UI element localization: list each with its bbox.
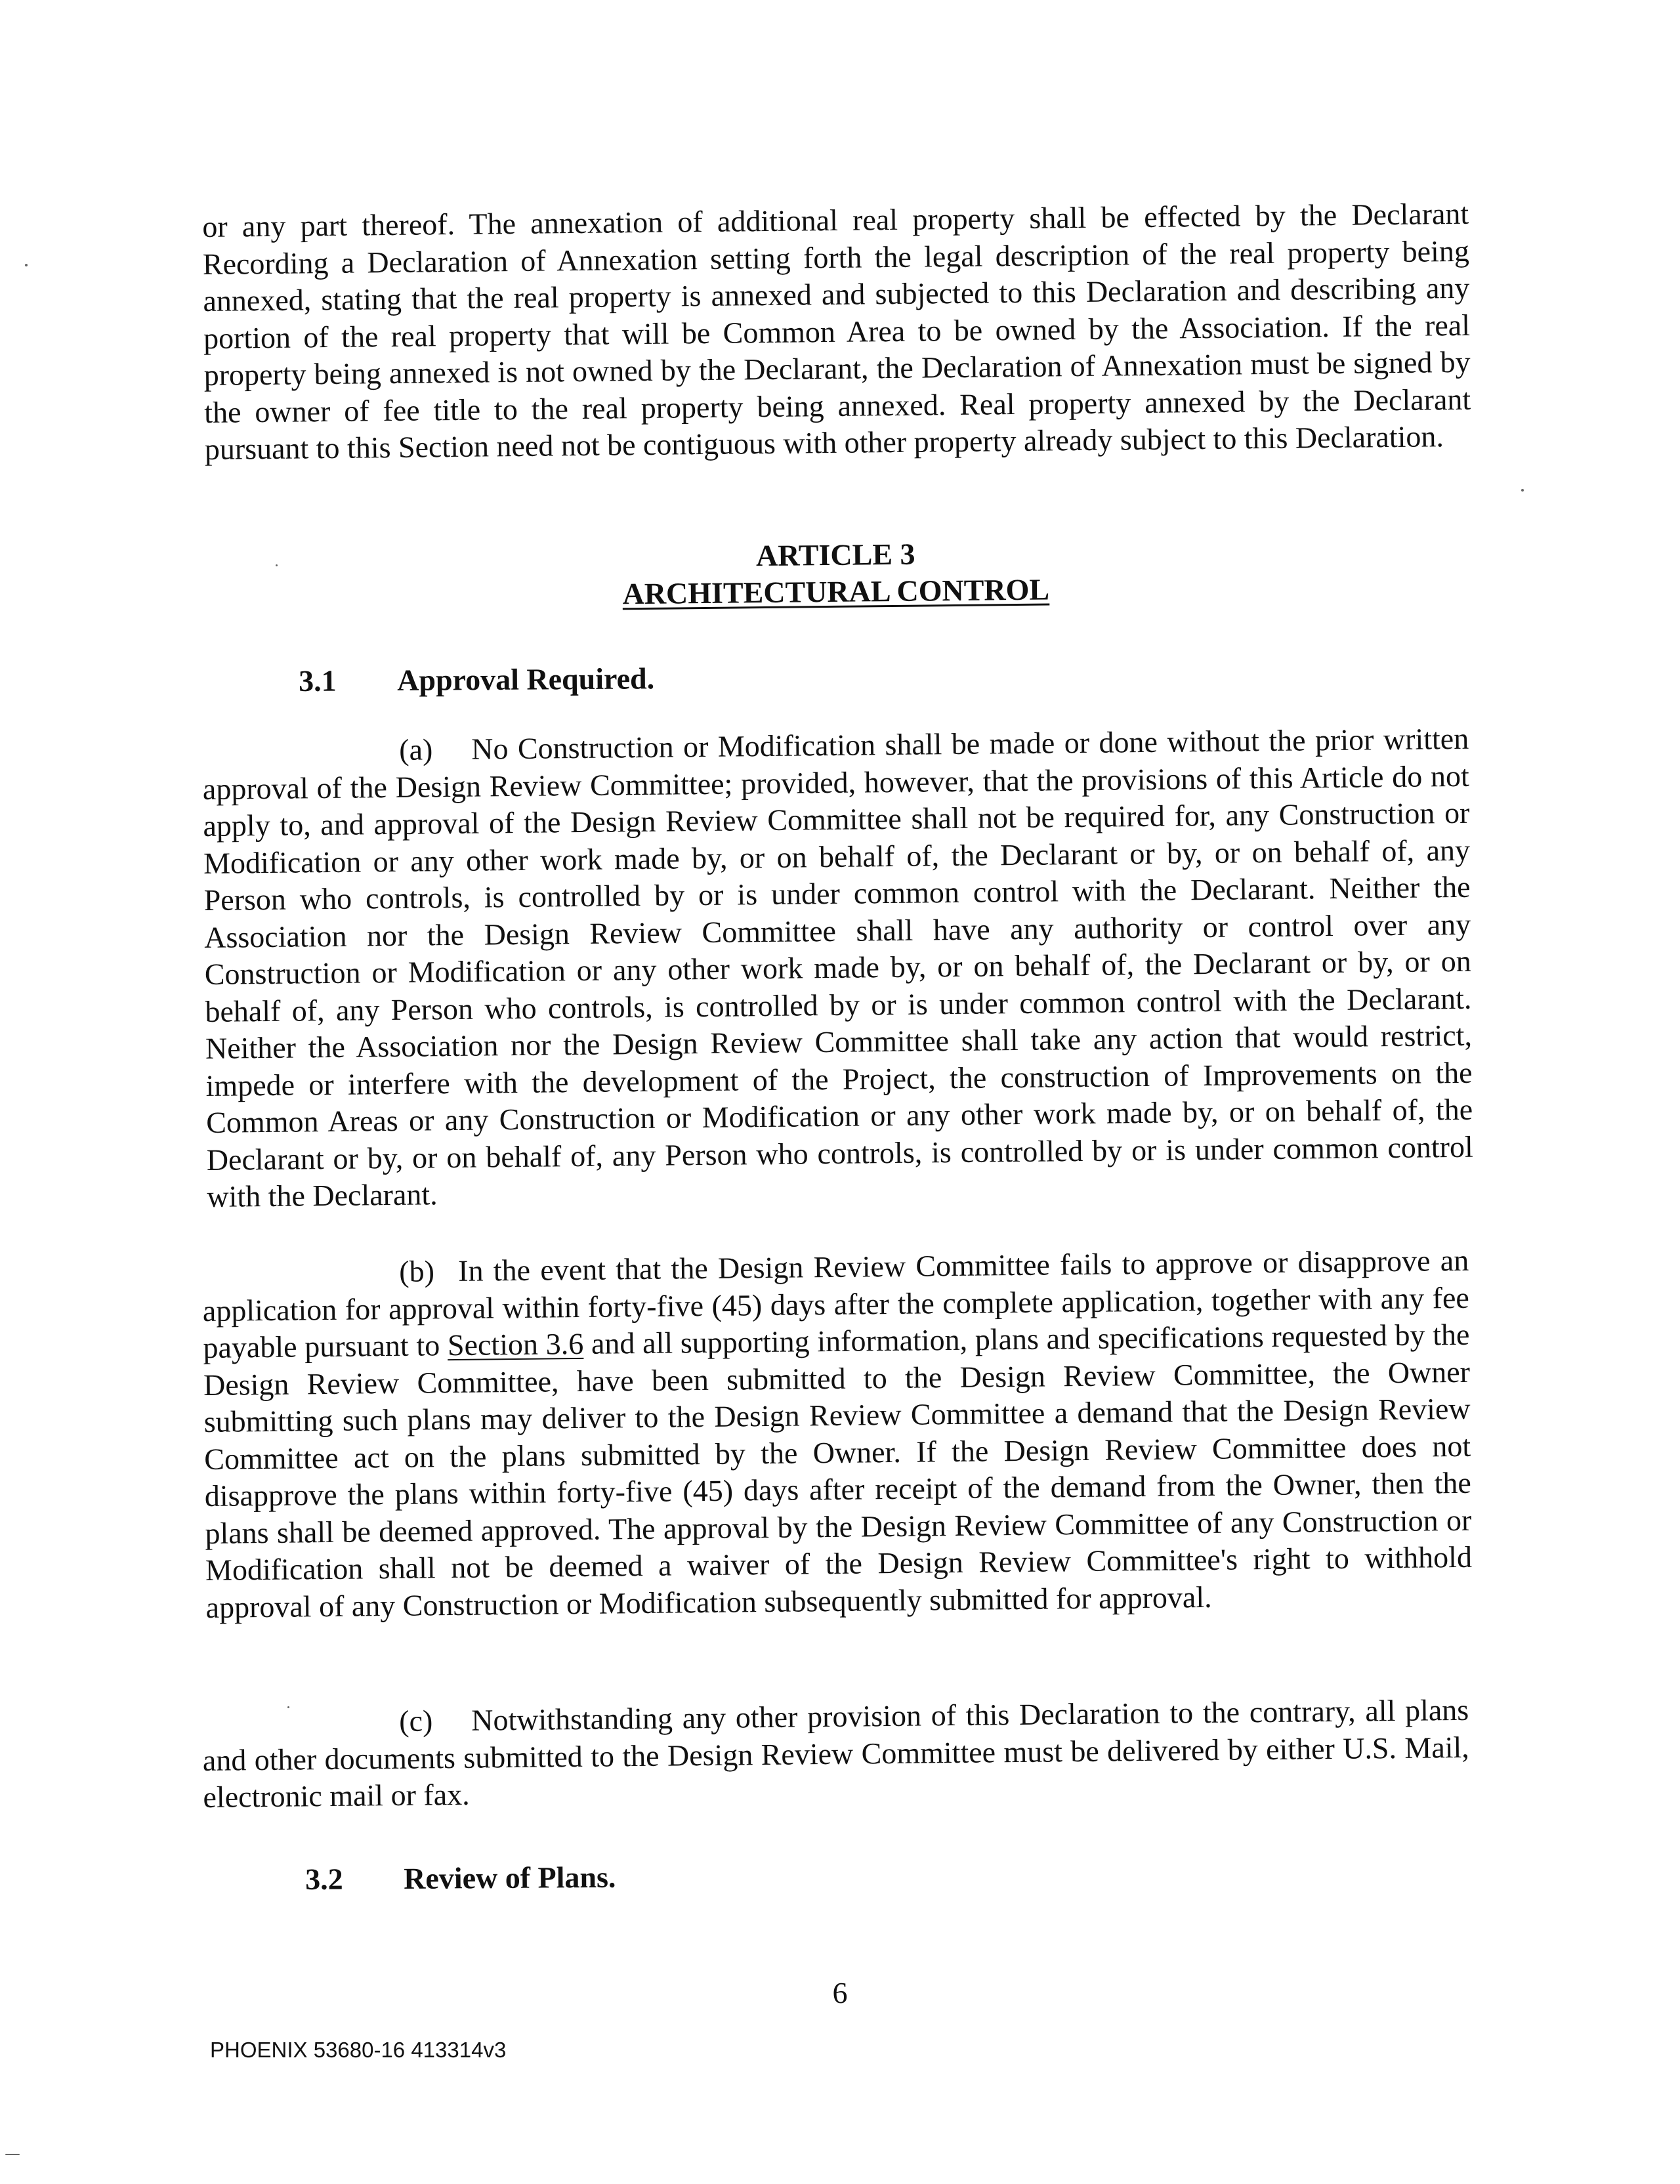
article-title-text: ARCHITECTURAL CONTROL — [622, 572, 1050, 611]
section-number: 3.2 — [305, 1862, 343, 1896]
paragraph-a — [202, 721, 1474, 1216]
article-number: ARTICLE 3 — [755, 537, 915, 573]
paragraph-c-text: Notwithstanding any other provision of this Declaration to the contrary, all plans and other documents submitted to the Design Review Committee must be delivered by either U.S. Mail, electronic mail or fax. — [202, 1692, 1470, 1814]
section-title: Review of Plans. — [404, 1860, 616, 1895]
scan-speck — [25, 264, 28, 266]
paragraph-b-text-before: In the event that the Design Review Committee fails to approve or disapprove an application for approval within forty-five (45) days after the complete application, together with any fee payable pursuant to — [202, 1243, 1470, 1364]
page-number: 6 — [832, 1976, 848, 2009]
paragraph-label: (c) — [399, 1704, 433, 1738]
paragraph-label: (a) — [399, 732, 433, 766]
scan-mark — [5, 2154, 20, 2155]
paragraph-a-text: No Construction or Modification shall be made or done without the prior written approval of the Design Review Committee; provided, however, that the provisions of this Article do not apply to, and approval of the Design Review Committee shall not be required for, any Construction or Modification or any other work made by, or on behalf of, the Declarant or by, or on behalf of, any Person who controls, is controlled by or is under common control with the Declarant. Neither the Association nor the Design Review Committee shall have any authority or control over any Construction or Modification or any other work made by, or on behalf of, the Declarant or by, or on behalf of, any Person who controls, is controlled by or is under common control with the Declarant. Neither the Association nor the Design Review Committee shall take any action that would restrict, impede or interfere with the development of the Project, the construction of Improvements on the Common Areas or any Construction or Modification or any other work made by, or on behalf of, the Declarant or by, or on behalf of, any Person who controls, is controlled by or is under common control with the Declarant. — [202, 721, 1473, 1213]
article-heading — [202, 530, 1469, 617]
intro-paragraph: or any part thereof. The annexation of additional real property shall be effected by the Declarant Recording a Declaration of Annexation setting forth the legal description of the real property being annexed, stating that the real property is annexed and subjected to this Declaration and describing any portion of the real property that will be Common Area to be owned by the Association. If the real property being annexed is not owned by the Declarant, the Declaration of Annexation must be signed by the owner of fee title to the real property being annexed. Real property annexed by the Declarant pursuant to this Section need not be contiguous with other property already subject to this Declaration. — [202, 196, 1471, 466]
paragraph-c — [202, 1692, 1470, 1816]
paragraph-b-text-after: and all supporting information, plans and specifications requested by the Design Review Committee, have been submitted to the Design Review Committee, the Owner submitting such plans may deliver to the Design Review Committee a demand that the Design Review Committee act on the plans submitted by the Owner. If the Design Review Committee does not disapprove the plans within forty-five (45) days after receipt of the demand from the Owner, then the plans shall be deemed approved. The approval by the Design Review Committee of any Construction or Modification shall not be deemed a waiver of the Design Review Committee's right to withhold approval of any Construction or Modification subsequently submitted for approval. — [203, 1317, 1473, 1624]
paragraph-label: (b) — [399, 1254, 435, 1288]
section-reference: Section 3.6 — [447, 1326, 584, 1362]
scan-speck — [287, 1706, 289, 1708]
scan-speck — [1521, 489, 1524, 492]
section-3-1-heading — [299, 660, 654, 700]
paragraph-b — [202, 1242, 1473, 1626]
section-title: Approval Required. — [397, 662, 655, 697]
footer-document-id: PHOENIX 53680-16 413314v3 — [210, 2038, 507, 2062]
section-number: 3.1 — [299, 663, 337, 698]
scan-speck — [276, 564, 278, 566]
section-3-2-heading — [305, 1859, 616, 1898]
